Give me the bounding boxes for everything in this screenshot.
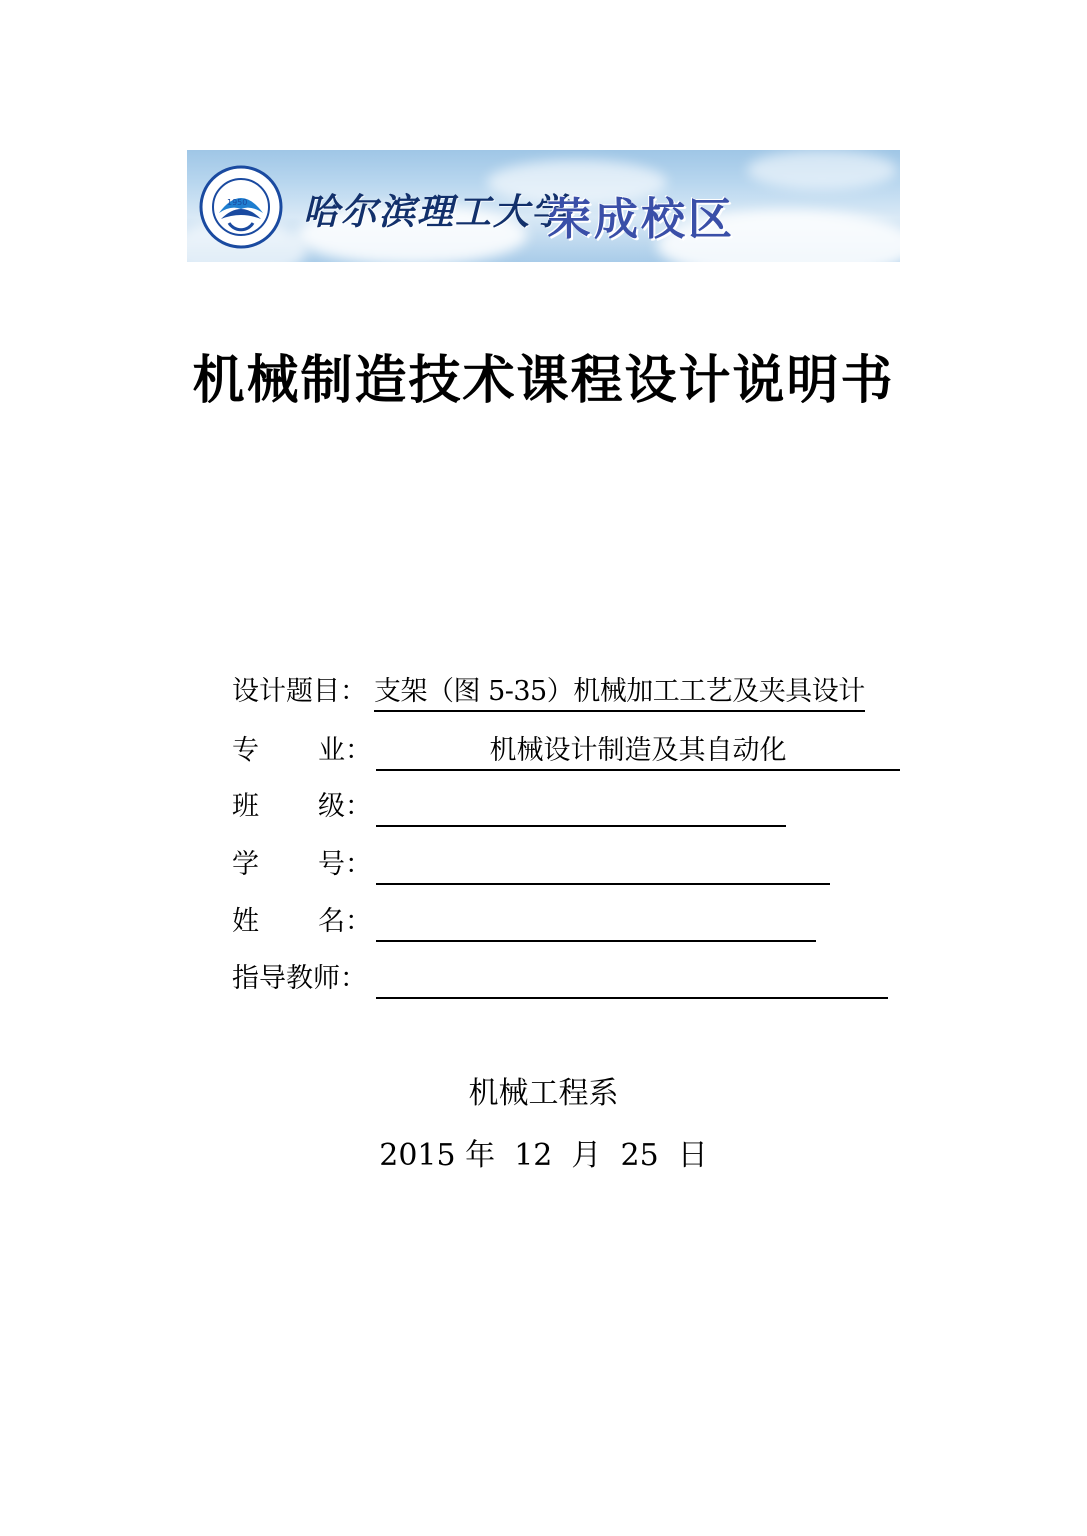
student-id-label-char2: 号： [318, 849, 372, 880]
department-name: 机械工程系 [468, 1076, 619, 1111]
advisor-value [376, 959, 888, 999]
class-label-char2: 级： [318, 791, 372, 822]
banner-campus-name: 荣成校区 [547, 194, 735, 245]
banner-school-name: 哈尔滨理工大学 [303, 191, 570, 233]
university-banner [187, 150, 900, 262]
name-value [376, 902, 816, 942]
major-label-char1: 专 [232, 735, 259, 766]
class-value [376, 787, 786, 827]
university-seal-icon [199, 165, 283, 249]
class-label-char1: 班 [232, 791, 259, 822]
design-topic-label: 设计题目： [232, 676, 367, 707]
student-id-value [376, 845, 830, 885]
name-label-char2: 名： [318, 906, 372, 937]
major-value: 机械设计制造及其自动化 [376, 731, 900, 771]
major-label-char2: 业： [318, 735, 372, 766]
name-label-char1: 姓 [232, 906, 259, 937]
advisor-label: 指导教师： [232, 963, 367, 994]
design-topic-value: 支架（图 5-35）机械加工工艺及夹具设计 [374, 672, 865, 712]
document-title: 机械制造技术课程设计说明书 [192, 350, 895, 411]
banner-cloud [747, 150, 897, 190]
student-id-label-char1: 学 [232, 849, 259, 880]
document-date: 2015 年 12 月 25 日 [379, 1138, 708, 1173]
seal-year: 1950 [227, 198, 248, 207]
